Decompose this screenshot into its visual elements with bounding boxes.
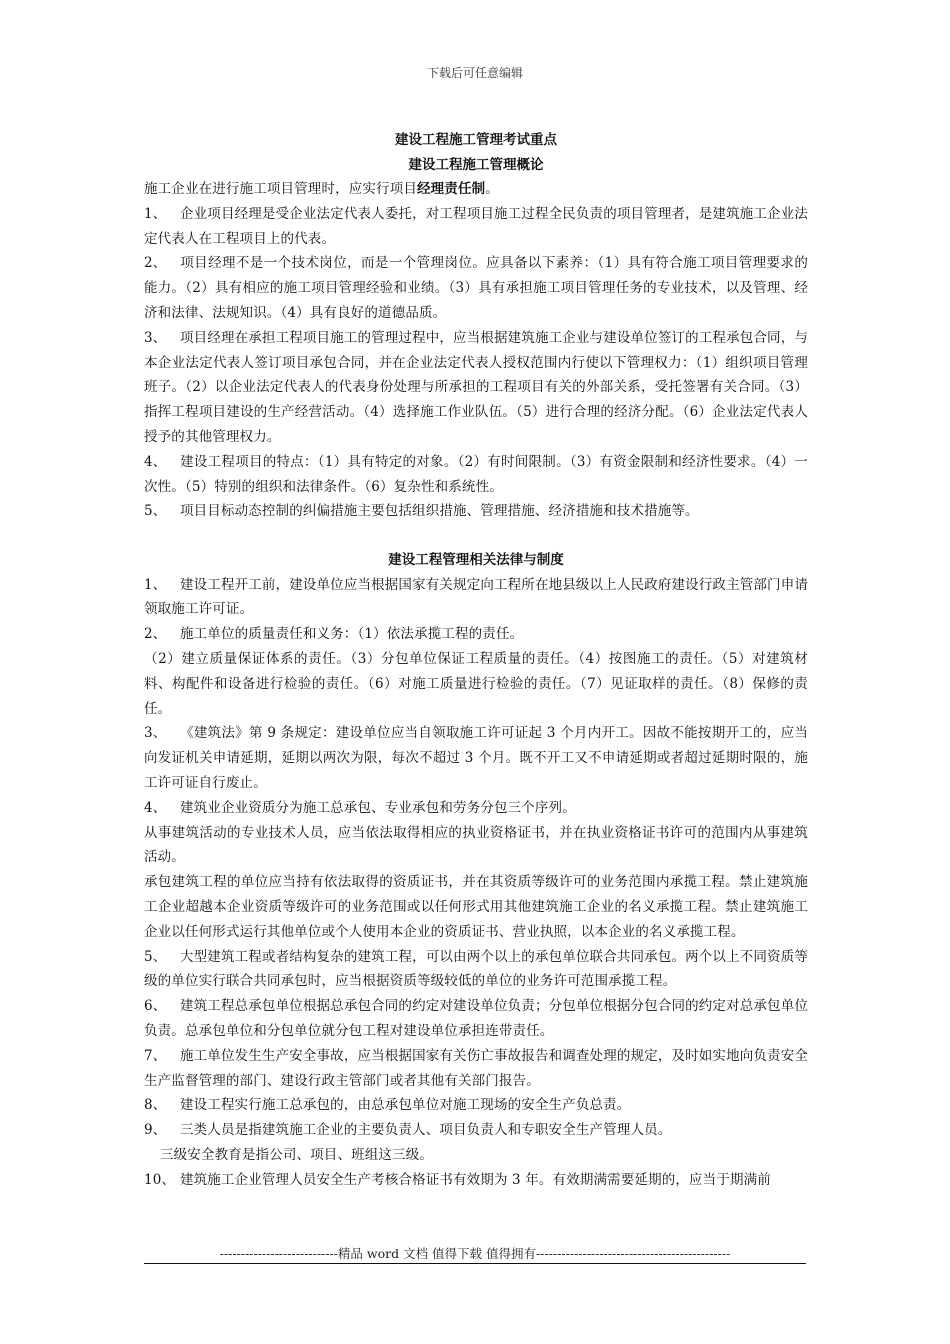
item-text: 项目经理在承担工程项目施工的管理过程中，应当根据建筑施工企业与建设单位签订的工程承包合同，与本企业法定代表人签订项目承包合同，并在企业法定代表人授权范围内行使以下管理权力：（1）组织项目管理班子。（2）以企业法定代表人的代表身份处理与所承担的工程项目有关的外部关系，受托签署有关合同。（3）指挥工程项目建设的生产经营活动。（4）选择施工作业队伍。（5）进行合理的经济分配。（6）企业法定代表人授予的其他管理权力。 xyxy=(144,329,808,445)
item-number: 1、 xyxy=(144,205,167,222)
section-title: 建设工程施工管理概论 xyxy=(408,156,544,173)
item-text: 建设工程开工前，建设单位应当根据国家有关规定向工程所在地县级以上人民政府建设行政主管部门申请领取施工许可证。 xyxy=(144,576,808,618)
item-number: 6、 xyxy=(144,998,167,1015)
item-number: 5、 xyxy=(144,503,167,520)
list-item xyxy=(144,326,808,450)
item-number: 3、 xyxy=(144,725,167,742)
list-item xyxy=(144,721,808,795)
item-text: 承包建筑工程的单位应当持有依法取得的资质证书，并在其资质等级许可的业务范围内承揽工程。禁止建筑施工企业超越本企业资质等级许可的业务范围或以任何形式用其他建筑施工企业的名义承揽工程。禁止建筑施工企业以任何形式运行其他单位或个人使用本企业的资质证书、营业执照，以本企业的名义承揽工程。 xyxy=(144,874,808,940)
list-item xyxy=(144,1118,808,1143)
list-item xyxy=(144,573,808,623)
section2-list xyxy=(144,573,808,1193)
list-item xyxy=(144,945,808,995)
document-body xyxy=(144,128,808,1193)
item-text: 建筑施工企业管理人员安全生产考核合格证书有效期为 3 年。有效期满需要延期的，应当于期满前 xyxy=(180,1171,771,1188)
item-text: 项目经理不是一个技术岗位，而是一个管理岗位。应具备以下素养：（1）具有符合施工项目管理要求的能力。（2）具有相应的施工项目管理经验和业绩。（3）具有承担施工项目管理任务的专业技术，以及管理、经济和法律、法规知识。（4）具有良好的道德品质。 xyxy=(144,255,808,321)
item-text: 建筑业企业资质分为施工总承包、专业承包和劳务分包三个序列。 xyxy=(180,799,576,816)
list-item xyxy=(144,1143,808,1168)
item-text: 三级安全教育是指公司、项目、班组这三级。 xyxy=(160,1146,433,1163)
item-number: 7、 xyxy=(144,1047,167,1064)
item-number: 3、 xyxy=(144,329,167,346)
item-text: 项目目标动态控制的纠偏措施主要包括组织措施、管理措施、经济措施和技术措施等。 xyxy=(180,503,699,520)
item-number: 9、 xyxy=(144,1122,167,1139)
item-number: 2、 xyxy=(144,255,167,272)
list-item xyxy=(144,499,808,524)
list-item xyxy=(144,1044,808,1094)
list-item xyxy=(144,622,808,647)
list-item xyxy=(144,994,808,1044)
intro-end: 。 xyxy=(485,181,499,197)
page-footer: ----------------------------精品 word 文档 值得下载 值得拥有---------------------------------------------- xyxy=(219,1246,731,1261)
item-number: 10、 xyxy=(144,1171,176,1188)
intro-bold-term: 经理责任制 xyxy=(417,181,486,197)
section-title: 建设工程管理相关法律与制度 xyxy=(388,552,564,569)
item-text: 施工单位的质量责任和义务：（1）依法承揽工程的责任。 xyxy=(180,626,524,643)
item-number: 2、 xyxy=(144,626,167,643)
list-item xyxy=(144,251,808,325)
section1-list xyxy=(144,202,808,524)
page-header: 下载后可任意编辑 xyxy=(426,66,523,80)
item-number: 5、 xyxy=(144,948,167,965)
list-item xyxy=(144,202,808,252)
item-text: （2）建立质量保证体系的责任。（3）分包单位保证工程质量的责任。（4）按图施工的责任。（5）对建筑材料、构配件和设备进行检验的责任。（6）对施工质量进行检验的责任。（7）见证取样的责任。（8）保修的责任。 xyxy=(144,651,808,717)
item-text: 建筑工程总承包单位根据总承包合同的约定对建设单位负责；分包单位根据分包合同的约定对总承包单位负责。总承包单位和分包单位就分包工程对建设单位承担连带责任。 xyxy=(144,998,808,1039)
item-text: 《建筑法》第 9 条规定：建设单位应当自领取施工许可证起 3 个月内开工。因故不能按期开工的，应当向发证机关申请延期，延期以两次为限，每次不超过 3 个月。既不开工又不申请延期或者超过延期时限的，施工许可证自行废止。 xyxy=(144,725,808,792)
item-text: 建设工程实行施工总承包的，由总承包单位对施工现场的安全生产负总责。 xyxy=(180,1097,631,1114)
item-number: 8、 xyxy=(144,1097,167,1114)
intro-paragraph xyxy=(144,177,808,202)
item-number: 4、 xyxy=(144,453,167,470)
list-item xyxy=(144,1093,808,1118)
item-text: 从事建筑活动的专业技术人员，应当依法取得相应的执业资格证书，并在执业资格证书许可的范围内从事建筑活动。 xyxy=(144,824,808,866)
item-number: 4、 xyxy=(144,799,167,816)
list-item xyxy=(144,796,808,821)
document-title: 建设工程施工管理考试重点 xyxy=(395,132,557,148)
item-text: 建设工程项目的特点：（1）具有特定的对象。（2）有时间限制。（3）有资金限制和经济性要求。（4）一次性。（5）特别的组织和法律条件。（6）复杂性和系统性。 xyxy=(144,453,808,495)
item-text: 三类人员是指建筑施工企业的主要负责人、项目负责人和专职安全生产管理人员。 xyxy=(180,1122,672,1139)
list-item xyxy=(144,870,808,944)
item-text: 企业项目经理是受企业法定代表人委托，对工程项目施工过程全民负责的项目管理者，是建筑施工企业法定代表人在工程项目上的代表。 xyxy=(144,205,808,247)
list-item xyxy=(144,450,808,500)
list-item xyxy=(144,647,808,721)
item-text: 施工单位发生生产安全事故，应当根据国家有关伤亡事故报告和调查处理的规定，及时如实地向负责安全生产监督管理的部门、建设行政主管部门或者其他有关部门报告。 xyxy=(144,1047,808,1089)
footer-divider xyxy=(144,1263,806,1264)
item-text: 大型建筑工程或者结构复杂的建筑工程，可以由两个以上的承包单位联合共同承包。两个以上不同资质等级的单位实行联合共同承包时，应当根据资质等级较低的单位的业务许可范围承揽工程。 xyxy=(144,948,808,990)
list-item xyxy=(144,1168,808,1193)
intro-text: 施工企业在进行施工项目管理时，应实行项目 xyxy=(144,181,417,197)
item-number: 1、 xyxy=(144,576,167,593)
list-item xyxy=(144,821,808,871)
